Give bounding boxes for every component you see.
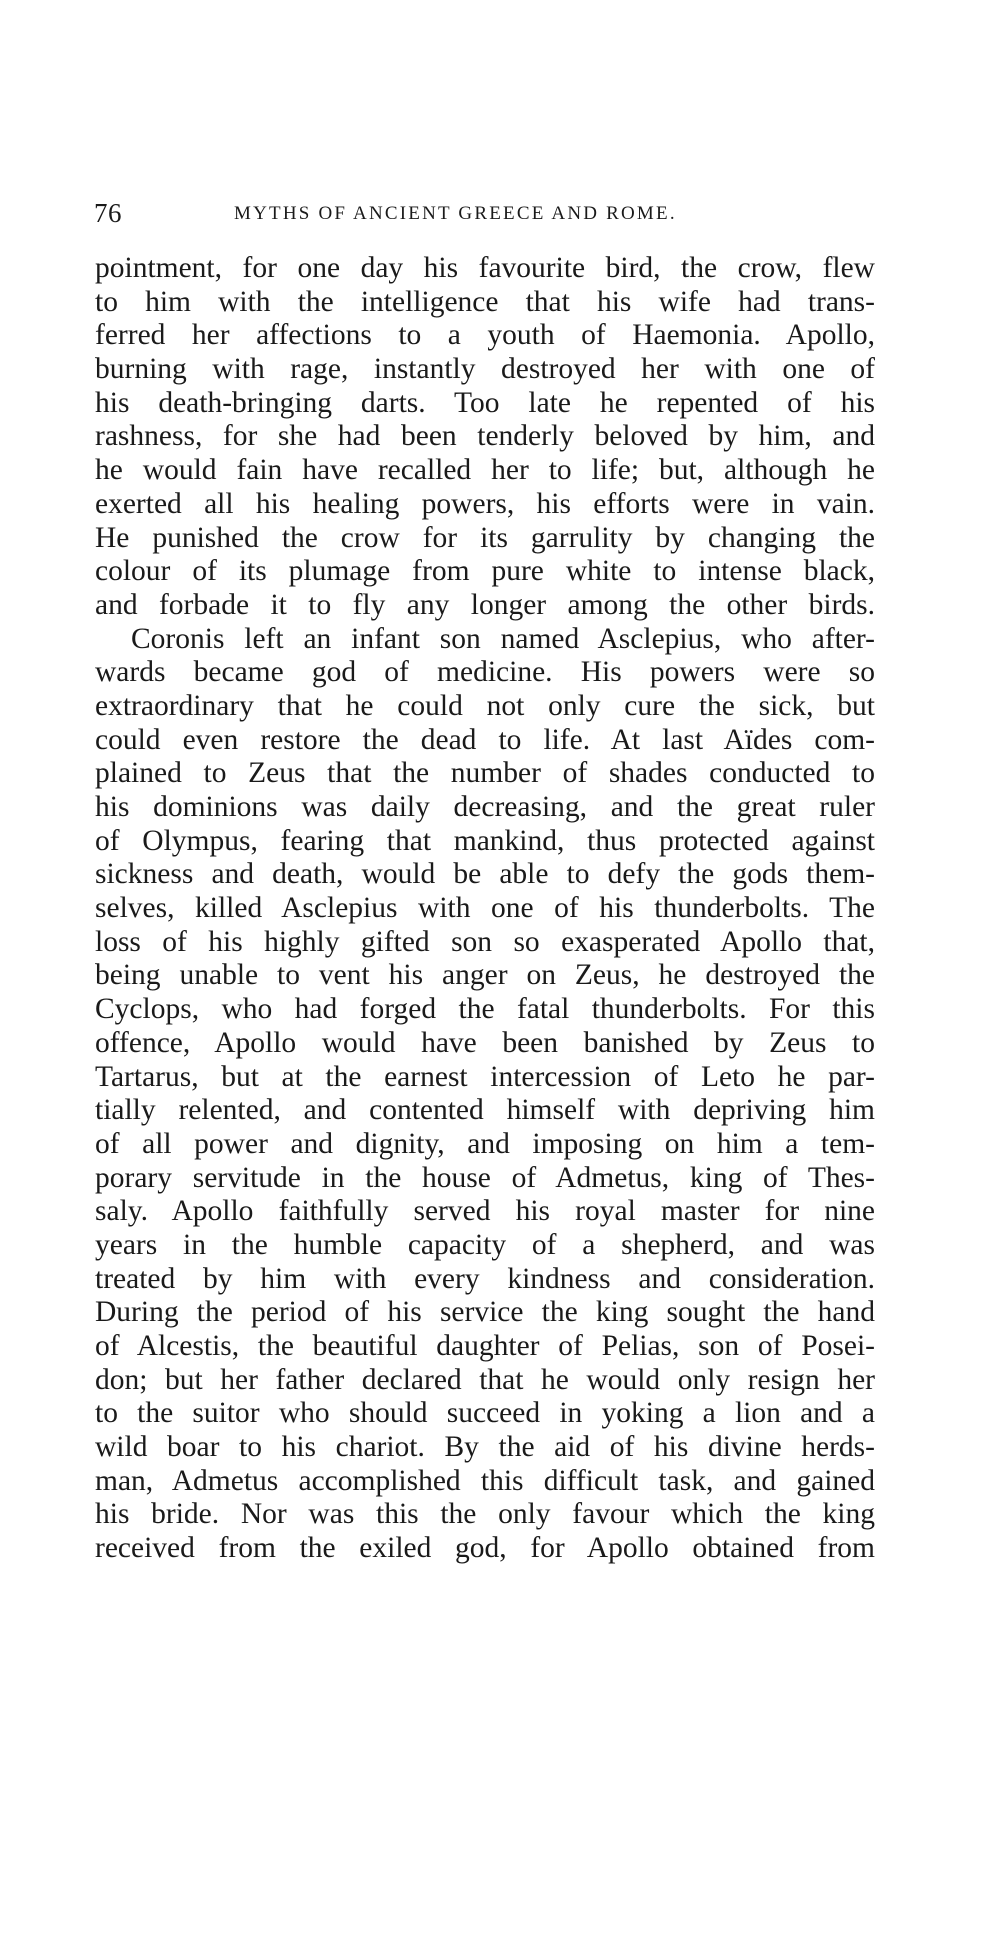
text-line: loss of his highly gifted son so exasperated Apollo that,	[95, 925, 875, 958]
text-line: could even restore the dead to life. At last Aïdes com-	[95, 723, 875, 756]
text-line: offence, Apollo would have been banished by Zeus to	[95, 1026, 875, 1059]
text-line: don; but her father declared that he would only resign her	[95, 1363, 875, 1396]
text-line: rashness, for she had been tenderly beloved by him, and	[95, 420, 875, 453]
text-line: his dominions was daily decreasing, and the great ruler	[95, 791, 875, 823]
text-line: During the period of his service the king sought the hand	[95, 1296, 875, 1329]
text-line: sickness and death, would be able to defy the gods them-	[95, 858, 875, 891]
text-line: ferred her affections to a youth of Haemonia. Apollo,	[95, 319, 875, 352]
page-number: 76	[94, 198, 122, 228]
text-line: he would fain have recalled her to life; but, although he	[95, 454, 875, 487]
text-line: Coronis left an infant son named Asclepius, who after-	[131, 622, 875, 655]
running-title: MYTHS OF ANCIENT GREECE AND ROME.	[234, 203, 677, 224]
text-line: his bride. Nor was this the only favour which the king	[95, 1498, 875, 1531]
text-line: of all power and dignity, and imposing on him a tem-	[95, 1127, 875, 1160]
text-line: plained to Zeus that the number of shades conducted to	[95, 757, 875, 790]
text-line: exerted all his healing powers, his efforts were in vain.	[95, 487, 875, 520]
text-line: being unable to vent his anger on Zeus, he destroyed the	[95, 959, 875, 992]
text-line: saly. Apollo faithfully served his royal master for nine	[95, 1195, 875, 1228]
text-line: man, Admetus accomplished this difficult task, and gained	[95, 1464, 875, 1497]
running-head	[94, 196, 874, 230]
text-line: to him with the intelligence that his wife had trans-	[95, 285, 875, 318]
text-line: colour of its plumage from pure white to intense black,	[95, 555, 875, 588]
text-line: his death-bringing darts. Too late he repented of his	[95, 386, 875, 419]
text-line: wild boar to his chariot. By the aid of his divine herds-	[95, 1431, 875, 1464]
text-line: and forbade it to fly any longer among the other birds.	[95, 588, 875, 621]
text-line: Cyclops, who had forged the fatal thunderbolts. For this	[95, 993, 875, 1026]
text-line: extraordinary that he could not only cure the sick, but	[95, 689, 875, 722]
text-line: Tartarus, but at the earnest intercession of Leto he par-	[95, 1060, 875, 1093]
text-line: treated by him with every kindness and consideration.	[95, 1262, 875, 1295]
text-line: selves, killed Asclepius with one of his thunderbolts. The	[95, 892, 875, 925]
text-line: wards became god of medicine. His powers were so	[95, 656, 875, 689]
body-text	[95, 252, 875, 1566]
text-line: years in the humble capacity of a shepherd, and was	[95, 1228, 875, 1261]
text-line: pointment, for one day his favourite bird, the crow, flew	[95, 252, 875, 284]
text-line: of Alcestis, the beautiful daughter of Pelias, son of Posei-	[95, 1330, 875, 1362]
text-line: porary servitude in the house of Admetus, king of Thes-	[95, 1161, 875, 1194]
text-line: of Olympus, fearing that mankind, thus protected against	[95, 824, 875, 857]
text-line: to the suitor who should succeed in yoking a lion and a	[95, 1397, 875, 1430]
text-line: He punished the crow for its garrulity by changing the	[95, 521, 875, 554]
text-line: tially relented, and contented himself with depriving him	[95, 1094, 875, 1127]
text-line: burning with rage, instantly destroyed her with one of	[95, 353, 875, 386]
text-line: received from the exiled god, for Apollo obtained from	[95, 1532, 875, 1565]
